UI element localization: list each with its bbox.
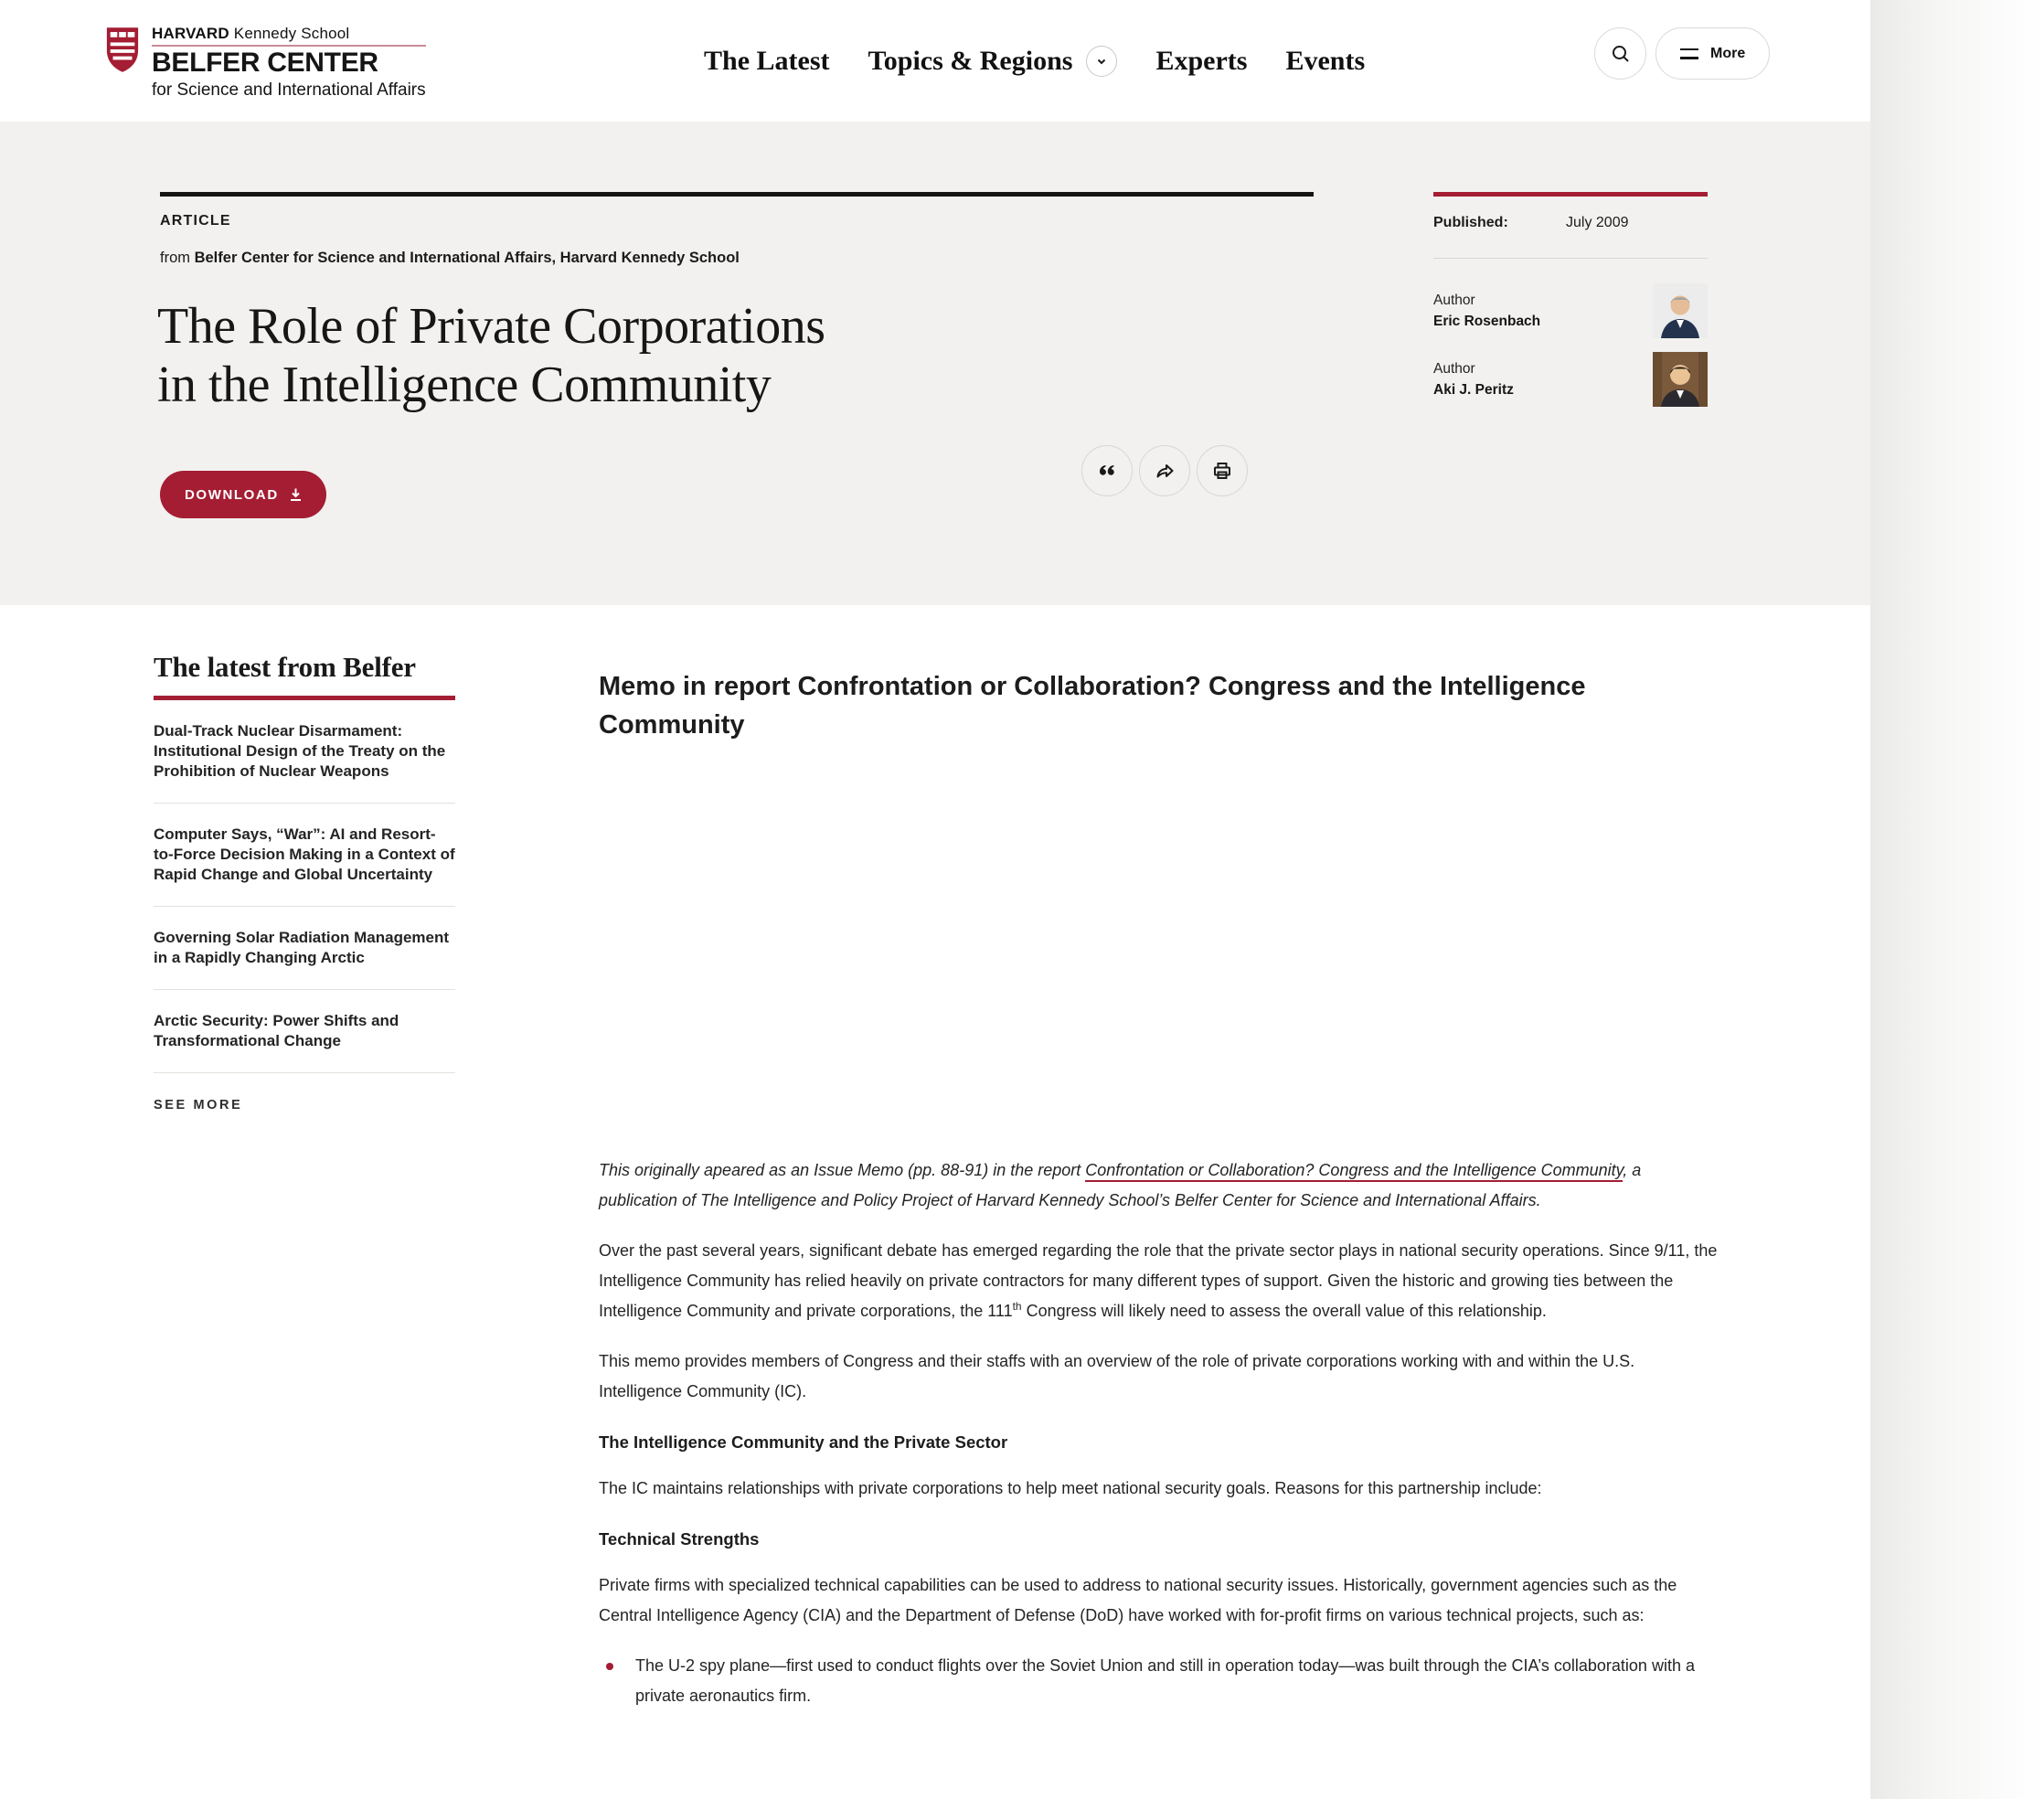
see-more-link[interactable]: SEE MORE (154, 1098, 243, 1112)
header-actions (1594, 27, 1770, 80)
topics-regions-dropdown-button[interactable] (1086, 46, 1117, 77)
nav-the-latest[interactable]: The Latest (704, 45, 830, 76)
download-label: DOWNLOAD (185, 486, 279, 503)
paragraph: This memo provides members of Congress and their staffs with an overview of the role of private corporations working with and within the U.S. Intelligence Community (IC). (599, 1352, 1635, 1400)
author-row[interactable] (1433, 283, 1708, 338)
article-source-line (160, 250, 740, 267)
hero-top-rule (160, 192, 1314, 197)
quote-button[interactable] (1081, 445, 1133, 496)
harvard-shield-icon (105, 25, 140, 76)
print-button[interactable] (1197, 445, 1248, 496)
menu-icon (1680, 48, 1698, 59)
ordinal-superscript: th (1012, 1300, 1022, 1313)
search-icon (1610, 43, 1632, 65)
published-label: Published: (1433, 215, 1508, 230)
paragraph: Private firms with specialized technical capabilities can be used to address to national security issues. Historically, government agencies such as the Central Intelligence Agency (CIA) and the Department of Defense (DoD) have worked with for-profit firms on various technical projects, such as: (599, 1576, 1677, 1624)
published-row (1433, 215, 1708, 231)
logo-tagline: for Science and International Affairs (152, 80, 426, 100)
page-edge-gradient (1870, 0, 2044, 1799)
bullet-item: The U-2 spy plane—first used to conduct flights over the Soviet Union and still in operation today—was built through the CIA’s collaboration with a private aeronautics firm. (599, 1651, 1721, 1711)
meta-divider (1433, 258, 1708, 259)
nav-experts[interactable]: Experts (1155, 45, 1248, 76)
author-name[interactable]: Aki J. Peritz (1433, 381, 1514, 398)
chevron-down-icon (1094, 54, 1109, 69)
article-body (599, 667, 1721, 1720)
search-button[interactable] (1594, 27, 1646, 80)
article-meta (1433, 122, 1708, 605)
article-title: The Role of Private Corporations in the Intelligence Community (157, 298, 825, 413)
hero-action-buttons (1081, 445, 1248, 496)
logo-center-name: BELFER CENTER (152, 48, 378, 78)
site-header (0, 0, 1870, 122)
logo-divider (152, 45, 426, 47)
paragraph: The IC maintains relationships with private corporations to help meet national security goals. Reasons for this partnership include: (599, 1479, 1542, 1497)
nav-events[interactable]: Events (1285, 45, 1366, 76)
download-icon (290, 488, 302, 501)
section-heading: The Intelligence Community and the Private Sector (599, 1432, 1008, 1452)
author-name[interactable]: Eric Rosenbach (1433, 313, 1541, 329)
intro-text: This originally apeared as an Issue Memo (pp. 88-91) in the report (599, 1161, 1086, 1179)
more-label: More (1710, 45, 1746, 61)
source-name: Belfer Center for Science and International Affairs, Harvard Kennedy School (194, 250, 740, 266)
meta-top-rule (1433, 192, 1708, 197)
quote-icon (1096, 460, 1118, 482)
source-prefix: from (160, 250, 190, 266)
latest-item[interactable]: Computer Says, “War”: AI and Resort-to-Force Decision Making in a Context of Rapid Change and Global Uncertainty (154, 804, 455, 907)
intro-paragraph (599, 1155, 1721, 1216)
paragraph: Over the past several years, significant debate has emerged regarding the role that the private sector plays in national security operations. Since 9/11, the Intelligence Community has relied heavily on private contractors for many different types of support. Given the historic and growing ties between the Intelligence Community and private corporations, the 111th Congress will likely need to assess the overall value of this relationship. (599, 1241, 1718, 1320)
logo-school-line: HARVARD Kennedy School (152, 25, 350, 42)
share-icon (1154, 460, 1176, 482)
nav-topics-regions-group (868, 46, 1118, 77)
print-icon (1211, 460, 1233, 482)
latest-from-belfer-rail (154, 651, 455, 1113)
subsection-heading: Technical Strengths (599, 1529, 760, 1549)
published-date: July 2009 (1566, 215, 1629, 230)
nav-topics-regions[interactable]: Topics & Regions (868, 45, 1073, 76)
author-text (1433, 293, 1540, 330)
download-button[interactable] (160, 471, 326, 518)
belfer-center-logo[interactable] (105, 25, 426, 101)
memo-heading: Memo in report Confrontation or Collaboration? Congress and the Intelligence Community (599, 672, 1586, 740)
author-label: Author (1433, 360, 1475, 377)
author-label: Author (1433, 292, 1475, 308)
report-link[interactable]: Confrontation or Collaboration? Congress and the Intelligence Community (1085, 1161, 1623, 1182)
latest-item[interactable]: Arctic Security: Power Shifts and Transformational Change (154, 990, 455, 1073)
author-row[interactable] (1433, 352, 1708, 407)
article-kicker: ARTICLE (160, 213, 231, 229)
share-button[interactable] (1139, 445, 1190, 496)
embed-placeholder (599, 744, 1721, 1155)
logo-text (152, 25, 426, 101)
intro-text: , a publication of The Intelligence and Policy Project of Harvard Kennedy School’s Belfer Center for Science and International Affairs. (599, 1161, 1642, 1209)
author-avatar[interactable] (1653, 352, 1708, 407)
latest-item[interactable]: Governing Solar Radiation Management in a Rapidly Changing Arctic (154, 907, 455, 990)
main-nav (704, 0, 1365, 122)
author-avatar[interactable] (1653, 283, 1708, 338)
article-hero (0, 122, 1870, 605)
bullet-list (599, 1651, 1721, 1711)
author-text (1433, 361, 1514, 399)
more-button[interactable] (1655, 27, 1770, 80)
latest-item[interactable]: Dual-Track Nuclear Disarmament: Institutional Design of the Treaty on the Prohibition of Nuclear Weapons (154, 700, 455, 804)
rail-heading: The latest from Belfer (154, 651, 416, 683)
